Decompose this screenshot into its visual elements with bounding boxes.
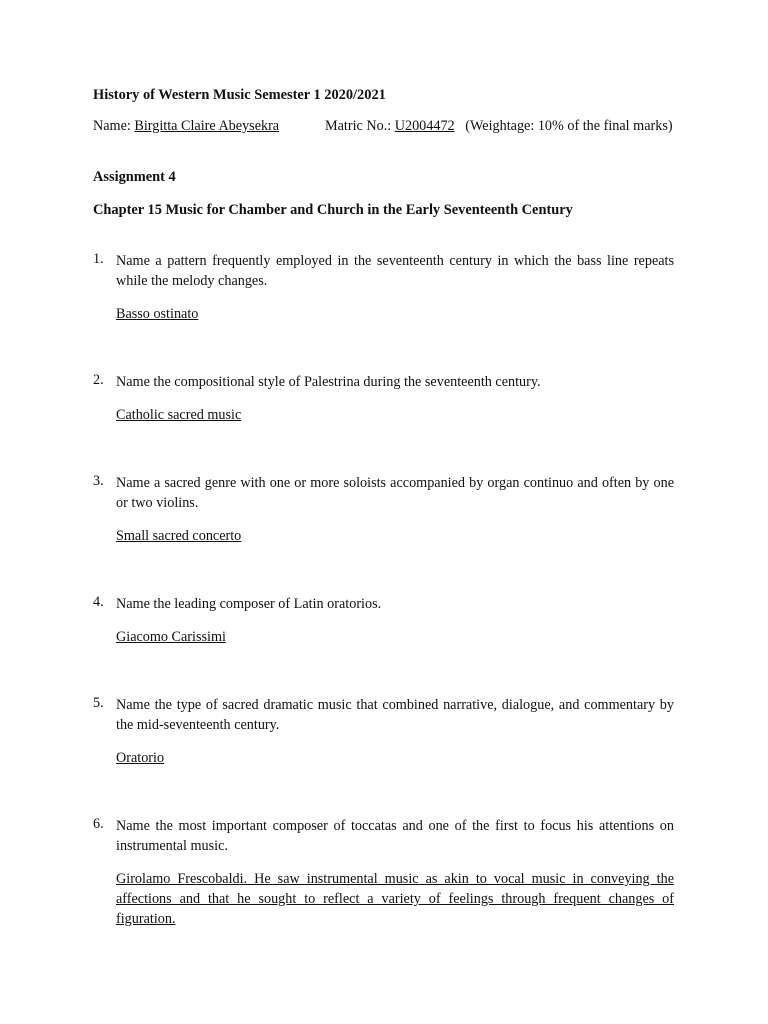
question-text: Name the compositional style of Palestrina during the seventeenth century.	[116, 374, 541, 390]
answer-text: Catholic sacred music	[116, 407, 242, 423]
question-6	[93, 816, 674, 929]
question-text: Name the most important composer of toccatas and one of the first to focus his attentions on instrumental music.	[116, 818, 674, 854]
question-text: Name a sacred genre with one or more soloists accompanied by organ continuo and often by one or two violins.	[116, 475, 674, 511]
question-3	[93, 473, 674, 546]
name-label: Name:	[93, 118, 131, 134]
question-4	[93, 594, 674, 647]
question-5	[93, 695, 674, 768]
course-title: History of Western Music Semester 1 2020/2021	[93, 87, 386, 103]
answer-text: Girolamo Frescobaldi. He saw instrumental music as akin to vocal music in conveying the affections and that he sought to reflect a variety of feelings through frequent changes of figuration.	[116, 871, 674, 927]
weightage-note: (Weightage: 10% of the final marks)	[465, 118, 673, 134]
question-number: 3.	[93, 473, 104, 489]
student-info-line	[93, 118, 683, 135]
question-number: 6.	[93, 816, 104, 832]
matric-number: U2004472	[394, 118, 455, 134]
answer-text: Small sacred concerto	[116, 528, 242, 544]
answer-text: Basso ostinato	[116, 306, 199, 322]
question-1	[93, 251, 674, 324]
matric-label: Matric No.:	[325, 118, 392, 134]
answer-text: Oratorio	[116, 750, 165, 766]
question-number: 5.	[93, 695, 104, 711]
question-number: 4.	[93, 594, 104, 610]
matric-block	[325, 118, 673, 135]
question-text: Name a pattern frequently employed in the seventeenth century in which the bass line repeats while the melody changes.	[116, 253, 674, 289]
answer-text: Giacomo Carissimi	[116, 629, 226, 645]
question-2	[93, 372, 674, 425]
question-text: Name the type of sacred dramatic music that combined narrative, dialogue, and commentary by the mid-seventeenth century.	[116, 697, 674, 733]
question-text: Name the leading composer of Latin oratorios.	[116, 596, 382, 612]
chapter-title: Chapter 15 Music for Chamber and Church in the Early Seventeenth Century	[93, 202, 573, 218]
student-name: Birgitta Claire Abeysekra	[134, 118, 280, 134]
question-number: 2.	[93, 372, 104, 388]
assignment-title: Assignment 4	[93, 169, 176, 185]
question-number: 1.	[93, 251, 104, 267]
